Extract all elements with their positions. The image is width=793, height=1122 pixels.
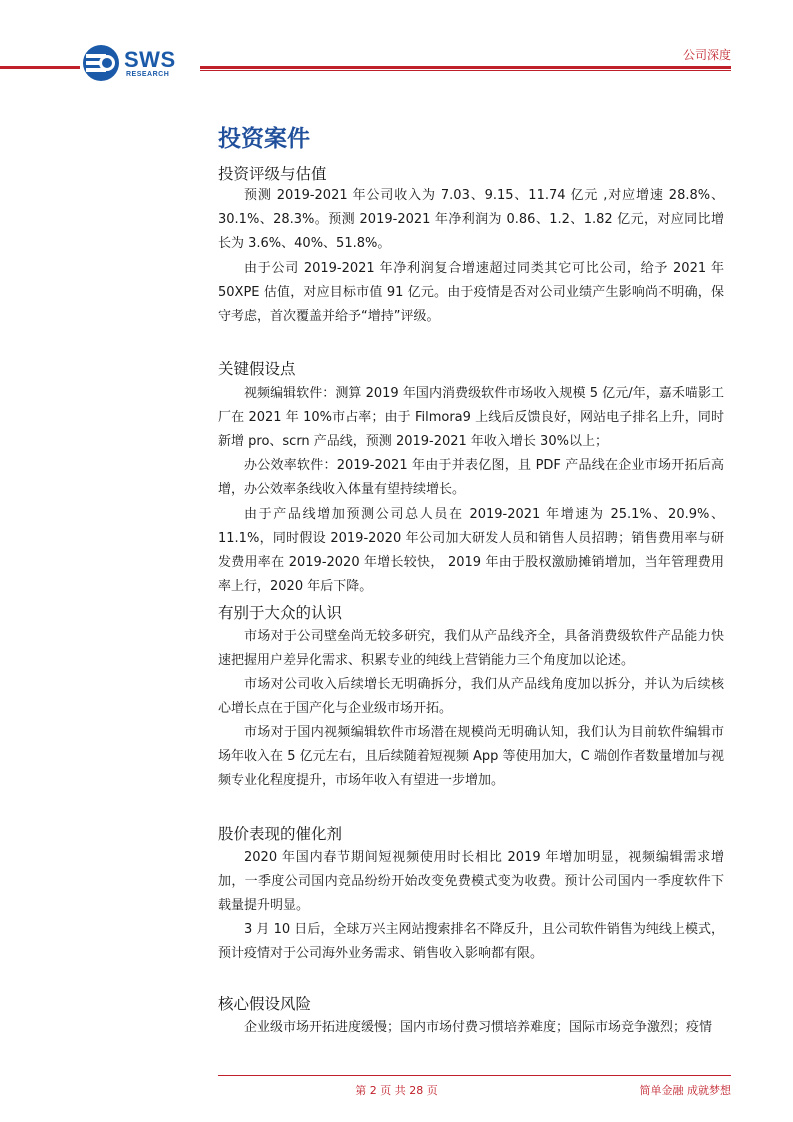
- paragraph: 市场对于国内视频编辑软件市场潜在规模尚无明确认知，我们认为目前软件编辑市场年收入在 5 亿元左右，且后续随着短视频 App 等使用加大，C 端创作者数量增加与视频专业化程度提升，市场年收入有望进一步增加。: [218, 725, 724, 788]
- section-heading-rating: 投资评级与估值: [218, 165, 327, 183]
- report-type-label: 公司深度: [682, 48, 731, 62]
- sws-logo-mark-icon: [82, 44, 120, 82]
- section-heading-risks: 核心假设风险: [218, 995, 312, 1013]
- section-heading-catalysts: 股价表现的催化剂: [218, 825, 343, 843]
- header-rule-left: [0, 66, 80, 69]
- header-rule-right: [200, 66, 731, 69]
- logo-text: SWS: [124, 47, 176, 72]
- footer-slogan: 简单金融 成就梦想: [639, 1084, 731, 1097]
- paragraph: 由于公司 2019-2021 年净利润复合增速超过同类其它可比公司，给予 2021 年 50XPE 估值，对应目标市值 91 亿元。由于疫情是否对公司业绩产生影响尚不明确，保守考虑，首次覆盖并给予“增持”评级。: [218, 261, 724, 324]
- sws-logo: [82, 44, 182, 84]
- header-rule-right-thin: [200, 70, 731, 71]
- paragraph: 预测 2019-2021 年公司收入为 7.03、9.15、11.74 亿元 ,对应增速 28.8%、30.1%、28.3%。预测 2019-2021 年净利润为 0.86、1.2、1.82 亿元，对应同比增长为 3.6%、40%、51.8%。: [218, 188, 724, 251]
- paragraph: 由于产品线增加预测公司总人员在 2019-2021 年增速为 25.1%、20.9%、11.1%，同时假设 2019-2020 年公司加大研发人员和销售人员招聘；销售费用率与研发费用率在 2019-2020 年增长较快， 2019 年由于股权激励摊销增加，当年管理费用率上行，2020 年后下降。: [218, 507, 724, 594]
- logo-subtext: RESEARCH: [126, 71, 170, 78]
- paragraph: 市场对公司收入后续增长无明确拆分，我们从产品线角度加以拆分，并认为后续核心增长点在于国产化与企业级市场开拓。: [218, 677, 724, 716]
- footer-rule: [218, 1075, 731, 1076]
- paragraph: 办公效率软件：2019-2021 年由于并表亿图，且 PDF 产品线在企业市场开拓后高增，办公效率条线收入体量有望持续增长。: [218, 458, 724, 497]
- paragraph: 企业级市场开拓进度缓慢；国内市场付费习惯培养难度；国际市场竞争激烈；疫情: [244, 1020, 713, 1035]
- paragraph: 市场对于公司壁垒尚无较多研究，我们从产品线齐全，具备消费级软件产品能力快速把握用户差异化需求、积累专业的纯线上营销能力三个角度加以论述。: [218, 629, 724, 668]
- section-heading-assumptions: 关键假设点: [218, 360, 296, 378]
- page-number: 第 2 页 共 28 页: [355, 1084, 438, 1097]
- page-title: 投资案件: [218, 126, 310, 152]
- section-heading-differentiated-view: 有别于大众的认识: [218, 604, 343, 622]
- paragraph: 2020 年国内春节期间短视频使用时长相比 2019 年增加明显，视频编辑需求增加，一季度公司国内竞品纷纷开始改变免费模式变为收费。预计公司国内一季度软件下载量提升明显。: [218, 850, 724, 913]
- paragraph: 3 月 10 日后，全球万兴主网站搜索排名不降反升，且公司软件销售为纯线上模式，预计疫情对于公司海外业务需求、销售收入影响都有限。: [218, 922, 724, 961]
- page-header: [0, 0, 793, 100]
- paragraph: 视频编辑软件：测算 2019 年国内消费级软件市场收入规模 5 亿元/年，嘉禾喵影工厂在 2021 年 10%市占率；由于 Filmora9 上线后反馈良好，网站电子排名上升，同时新增 pro、scrn 产品线，预测 2019-2021 年收入增长 30%以上；: [218, 386, 724, 449]
